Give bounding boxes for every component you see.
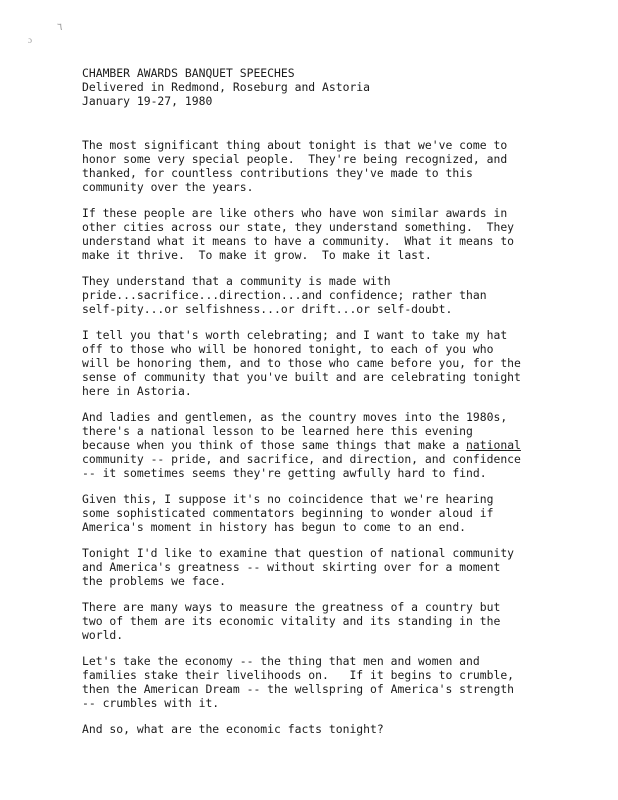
text-line: Tonight I'd like to examine that question of national community xyxy=(82,546,515,560)
text-line: Given this, I suppose it's no coincidence that we're hearing xyxy=(82,492,494,506)
text-line: here in Astoria. xyxy=(82,384,192,398)
paragraph xyxy=(82,492,582,534)
text-line: thanked, for countless contributions they've made to this xyxy=(82,166,473,180)
document-header xyxy=(82,66,582,108)
text-line-with-underline xyxy=(82,438,582,452)
text-line: world. xyxy=(82,628,124,642)
text-line: community over the years. xyxy=(82,180,254,194)
paragraph xyxy=(82,274,582,316)
text-line: some sophisticated commentators beginning to wonder aloud if xyxy=(82,506,494,520)
text-line: two of them are its economic vitality and its standing in the xyxy=(82,614,501,628)
header-delivery-locations: Delivered in Redmond, Roseburg and Astoria xyxy=(82,80,371,94)
text-line: off to those who will be honored tonight, to each of you who xyxy=(82,342,494,356)
paragraph xyxy=(82,328,582,398)
text-line: There are many ways to measure the greatness of a country but xyxy=(82,600,501,614)
text-line: honor some very special people. They're being recognized, and xyxy=(82,152,508,166)
text-line: will be honoring them, and to those who came before you, for the xyxy=(82,356,521,370)
paragraph xyxy=(82,654,582,710)
text-segment: because when you think of those same things that make a xyxy=(82,438,467,452)
paragraph xyxy=(82,600,582,642)
text-line: -- it sometimes seems they're getting awfully hard to find. xyxy=(82,466,487,480)
paragraph xyxy=(82,410,582,480)
header-title: CHAMBER AWARDS BANQUET SPEECHES xyxy=(82,66,295,80)
paragraph xyxy=(82,546,582,588)
text-line: the problems we face. xyxy=(82,574,227,588)
text-line: make it thrive. To make it grow. To make it last. xyxy=(82,248,432,262)
text-line: They understand that a community is made with xyxy=(82,274,391,288)
paragraph xyxy=(82,206,582,262)
header-date: January 19-27, 1980 xyxy=(82,94,213,108)
text-line: understand what it means to have a community. What it means to xyxy=(82,234,515,248)
margin-mark: ɔ xyxy=(28,35,32,45)
text-line: I tell you that's worth celebrating; and I want to take my hat xyxy=(82,328,508,342)
text-line: then the American Dream -- the wellspring of America's strength xyxy=(82,682,515,696)
underlined-word: national xyxy=(466,438,521,452)
text-line: America's moment in history has begun to come to an end. xyxy=(82,520,467,534)
text-line: sense of community that you've built and are celebrating tonight xyxy=(82,370,521,384)
text-line: pride...sacrifice...direction...and confidence; rather than xyxy=(82,288,487,302)
paragraph xyxy=(82,138,582,194)
margin-mark: ٦ xyxy=(57,22,63,33)
text-line: self-pity...or selfishness...or drift...or self-doubt. xyxy=(82,302,453,316)
text-line: And ladies and gentlemen, as the country moves into the 1980s, xyxy=(82,410,508,424)
text-line: Let's take the economy -- the thing that men and women and xyxy=(82,654,480,668)
speech-text xyxy=(82,66,582,748)
text-line: families stake their livelihoods on. If it begins to crumble, xyxy=(82,668,515,682)
text-line: there's a national lesson to be learned here this evening xyxy=(82,424,473,438)
text-line: If these people are like others who have won similar awards in xyxy=(82,206,508,220)
text-line: and America's greatness -- without skirting over for a moment xyxy=(82,560,501,574)
text-line: The most significant thing about tonight is that we've come to xyxy=(82,138,508,152)
text-line: other cities across our state, they understand something. They xyxy=(82,220,515,234)
text-line: -- crumbles with it. xyxy=(82,696,220,710)
text-line: community -- pride, and sacrifice, and direction, and confidence xyxy=(82,452,521,466)
text-line: And so, what are the economic facts tonight? xyxy=(82,722,384,736)
paragraph xyxy=(82,722,582,736)
